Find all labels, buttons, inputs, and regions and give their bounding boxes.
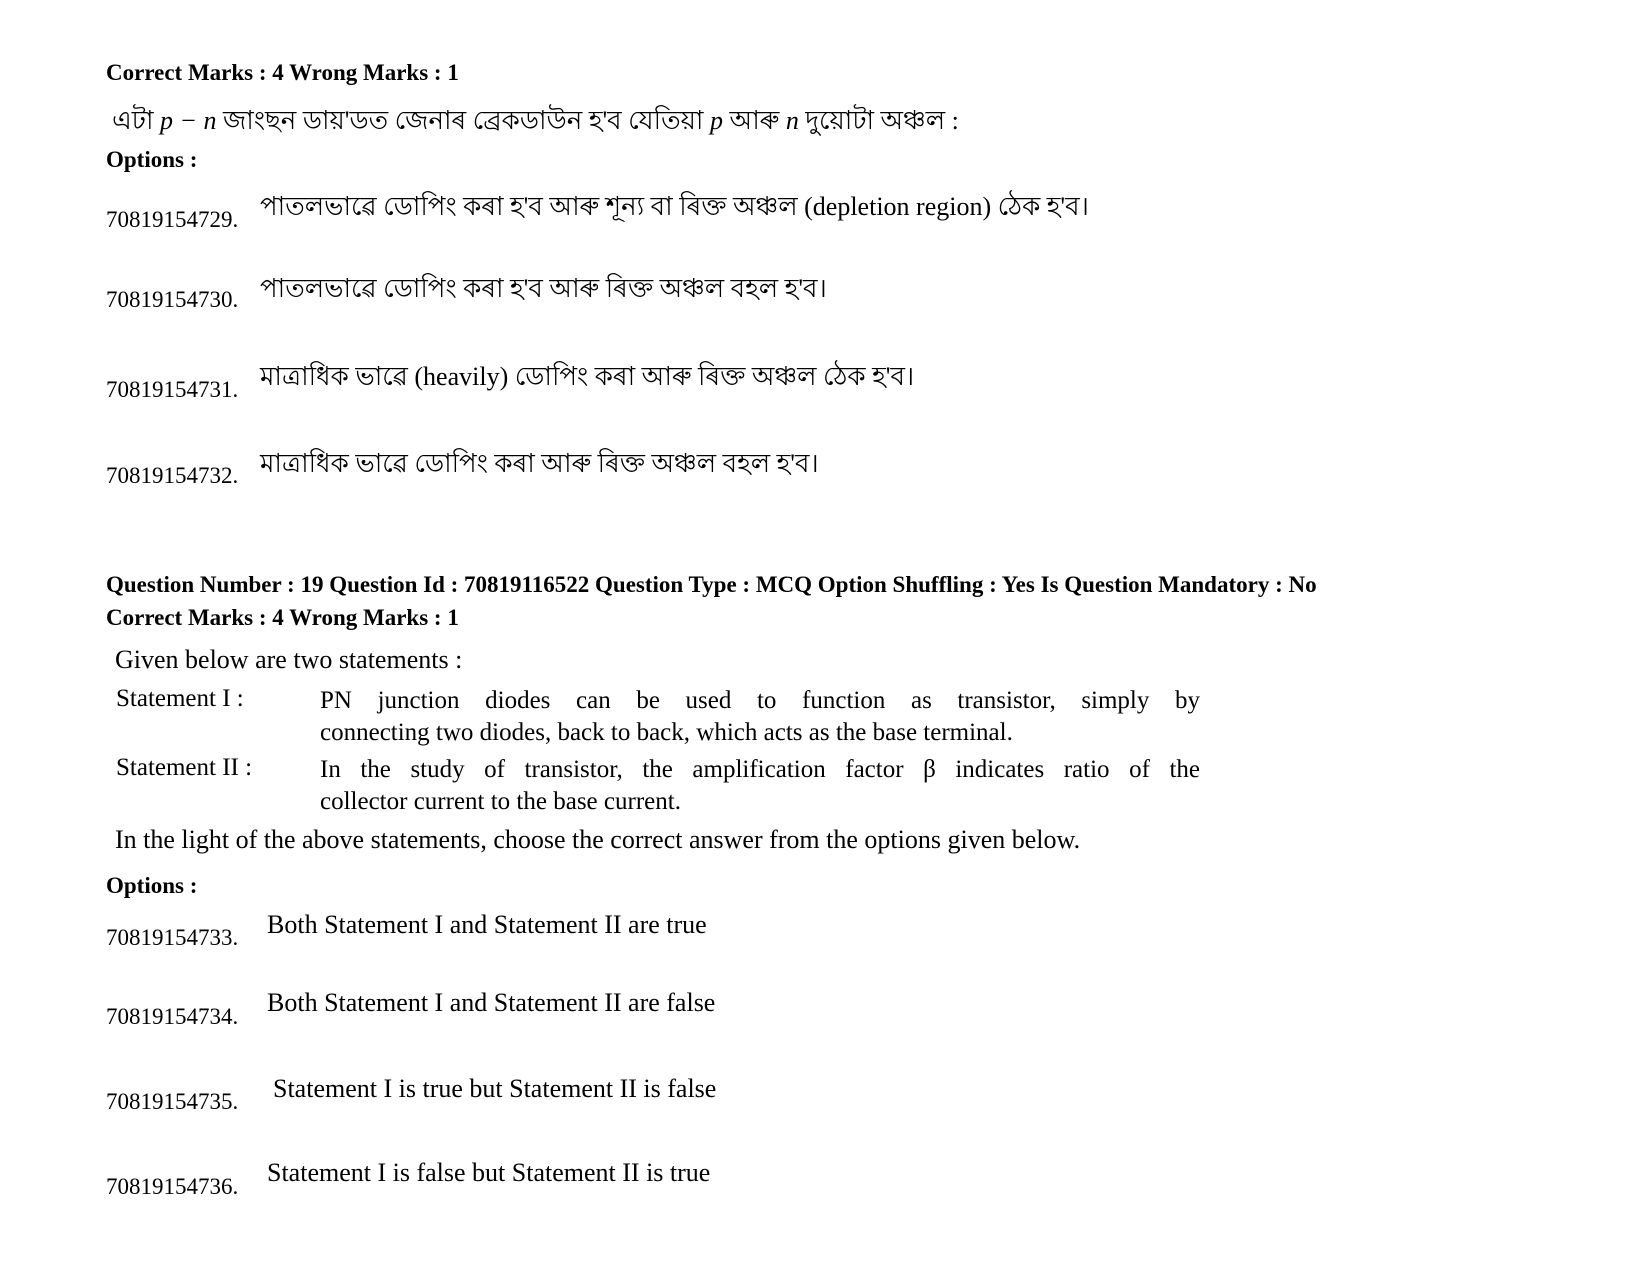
q19-statement2-body [320,754,1200,818]
q19-intro: Given below are two statements : [115,645,463,674]
q18-marks: Correct Marks : 4 Wrong Marks : 1 [106,60,459,85]
q18-question-mid1: জাংছন ডায়'ডত জেনাৰ ব্ৰেকডাউন হ'ব যেতিয়া [216,106,710,135]
q18-option-2-id: 70819154730. [106,287,239,312]
q19-statement1-label: Statement I : [116,685,244,712]
q19-statement1-line1: PN junction diodes can be used to function as transistor, simply by [320,687,1200,714]
q18-option-2-text[interactable]: পাতলভাৱে ডোপিং কৰা হ'ব আৰু ৰিক্ত অঞ্চল বহল হ'ব। [260,274,827,303]
q19-header: Question Number : 19 Question Id : 70819116522 Question Type : MCQ Option Shuffling : Yes Is Question Mandatory : No [106,572,1317,597]
q18-question-pn: p − n [160,106,217,135]
q19-option-1-text[interactable]: Both Statement I and Statement II are true [267,910,707,939]
q18-question-p: p [709,106,723,135]
q18-question-n: n [785,106,799,135]
q19-option-1-id: 70819154733. [106,925,239,950]
q18-option-4-text[interactable]: মাত্ৰাধিক ভাৱে ডোপিং কৰা আৰু ৰিক্ত অঞ্চল বহল হ'ব। [260,449,819,478]
q18-question-post: দুয়োটা অঞ্চল : [798,106,959,135]
q19-option-4-text[interactable]: Statement I is false but Statement II is true [267,1158,711,1187]
q18-options-label: Options : [106,147,198,172]
q19-conclusion: In the light of the above statements, choose the correct answer from the options given below. [115,825,1081,854]
q19-statement1-body [320,685,1200,749]
q19-option-2-text[interactable]: Both Statement I and Statement II are false [267,988,716,1017]
q19-statement1-line2: connecting two diodes, back to back, which acts as the base terminal. [320,719,1013,746]
q18-question-mid2: আৰু [722,106,786,135]
q18-option-1-id: 70819154729. [106,207,239,232]
q18-option-4-id: 70819154732. [106,463,239,488]
q18-option-1-text[interactable]: পাতলভাৱে ডোপিং কৰা হ'ব আৰু শূন্য বা ৰিক্ত অঞ্চল (depletion region) ঠেক হ'ব। [260,192,1089,221]
q19-marks: Correct Marks : 4 Wrong Marks : 1 [106,605,459,630]
q19-statement2-label: Statement II : [116,754,253,781]
q18-question-text [112,100,959,144]
q18-question-pre: এটা [112,106,160,135]
q19-statement2-line2: collector current to the base current. [320,788,681,815]
q19-option-3-text[interactable]: Statement I is true but Statement II is false [273,1074,717,1103]
q19-option-4-id: 70819154736. [106,1174,239,1199]
q18-option-3-id: 70819154731. [106,377,239,402]
q19-options-label: Options : [106,873,198,898]
q19-option-3-id: 70819154735. [106,1089,239,1114]
q19-statement2-line1: In the study of transistor, the amplification factor β indicates ratio of the [320,756,1200,783]
q18-option-3-text[interactable]: মাত্ৰাধিক ভাৱে (heavily) ডোপিং কৰা আৰু ৰিক্ত অঞ্চল ঠেক হ'ব। [260,362,915,391]
q19-option-2-id: 70819154734. [106,1004,239,1029]
